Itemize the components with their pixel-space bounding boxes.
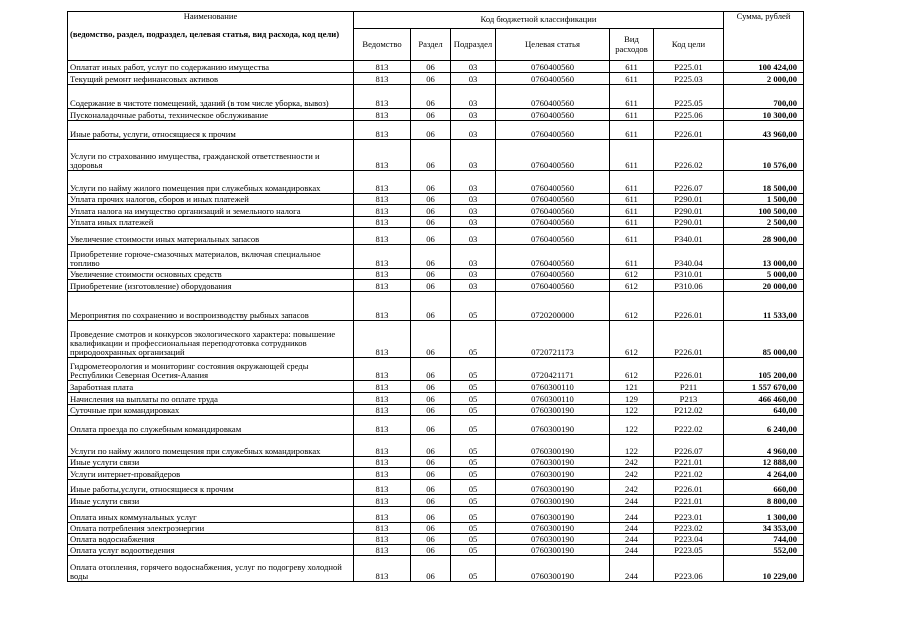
- cell-celevaya-statya: 0760300110: [496, 393, 610, 405]
- cell-vedomstvo: 813: [354, 556, 411, 582]
- cell-podrazdel: 05: [451, 292, 496, 321]
- table-row: [68, 321, 804, 358]
- cell-name: Уплата налога на имущество организаций и земельного налога: [68, 205, 354, 217]
- cell-vid-rashodov: 244: [610, 507, 654, 523]
- cell-celevaya-statya: 0720200000: [496, 292, 610, 321]
- cell-vid-rashodov: 611: [610, 85, 654, 109]
- cell-vid-rashodov: 611: [610, 140, 654, 171]
- table-row: [68, 61, 804, 73]
- cell-vid-rashodov: 611: [610, 73, 654, 85]
- cell-podrazdel: 03: [451, 140, 496, 171]
- cell-vid-rashodov: 122: [610, 435, 654, 457]
- cell-vedomstvo: 813: [354, 73, 411, 85]
- cell-sum: 660,00: [724, 480, 804, 495]
- cell-kod-celi: P221.01: [654, 457, 724, 468]
- cell-name: Услуги по найму жилого помещения при служебных командировках: [68, 171, 354, 194]
- cell-name: Уплата иных платежей: [68, 217, 354, 228]
- col-header-celevaya-statya: Целевая статья: [496, 29, 610, 61]
- cell-vedomstvo: 813: [354, 534, 411, 545]
- cell-kod-celi: P290.01: [654, 194, 724, 205]
- name-header: [68, 12, 354, 61]
- cell-razdel: 06: [411, 495, 451, 507]
- cell-sum: 700,00: [724, 85, 804, 109]
- table-row: [68, 468, 804, 480]
- cell-celevaya-statya: 0760300190: [496, 457, 610, 468]
- cell-name: Заработная плата: [68, 381, 354, 393]
- table-row: [68, 534, 804, 545]
- cell-razdel: 06: [411, 61, 451, 73]
- cell-celevaya-statya: 0760300190: [496, 468, 610, 480]
- table-row: [68, 393, 804, 405]
- cell-vid-rashodov: 611: [610, 109, 654, 121]
- cell-kod-celi: P225.03: [654, 73, 724, 85]
- cell-name: Услуги по страхованию имущества, гражданской ответственности и здоровья: [68, 140, 354, 171]
- cell-podrazdel: 05: [451, 468, 496, 480]
- cell-sum: 1 500,00: [724, 194, 804, 205]
- cell-vid-rashodov: 121: [610, 381, 654, 393]
- cell-vedomstvo: 813: [354, 205, 411, 217]
- cell-razdel: 06: [411, 381, 451, 393]
- cell-name: Увеличение стоимости иных материальных запасов: [68, 228, 354, 245]
- cell-celevaya-statya: 0760400560: [496, 61, 610, 73]
- cell-kod-celi: P310.01: [654, 269, 724, 280]
- cell-vedomstvo: 813: [354, 545, 411, 556]
- cell-vid-rashodov: 611: [610, 205, 654, 217]
- cell-kod-celi: P211: [654, 381, 724, 393]
- cell-sum: 6 240,00: [724, 416, 804, 435]
- cell-kod-celi: P223.02: [654, 523, 724, 534]
- cell-vedomstvo: 813: [354, 109, 411, 121]
- cell-razdel: 06: [411, 228, 451, 245]
- cell-kod-celi: P290.01: [654, 205, 724, 217]
- table-row: [68, 556, 804, 582]
- cell-kod-celi: P223.06: [654, 556, 724, 582]
- cell-vedomstvo: 813: [354, 217, 411, 228]
- cell-vid-rashodov: 612: [610, 292, 654, 321]
- cell-celevaya-statya: 0760400560: [496, 217, 610, 228]
- cell-celevaya-statya: 0760300110: [496, 381, 610, 393]
- cell-kod-celi: P223.04: [654, 534, 724, 545]
- col-header-vedomstvo: Ведомство: [354, 29, 411, 61]
- table-row: [68, 217, 804, 228]
- table-row: [68, 435, 804, 457]
- cell-celevaya-statya: 0760400560: [496, 280, 610, 292]
- cell-sum: 11 533,00: [724, 292, 804, 321]
- cell-vedomstvo: 813: [354, 292, 411, 321]
- cell-sum: 12 888,00: [724, 457, 804, 468]
- cell-name: Оплатат иных работ, услуг по содержанию имущества: [68, 61, 354, 73]
- cell-kod-celi: P225.06: [654, 109, 724, 121]
- cell-sum: 1 300,00: [724, 507, 804, 523]
- cell-celevaya-statya: 0760400560: [496, 245, 610, 269]
- cell-sum: 10 300,00: [724, 109, 804, 121]
- cell-kod-celi: P225.01: [654, 61, 724, 73]
- cell-podrazdel: 03: [451, 73, 496, 85]
- cell-vid-rashodov: 122: [610, 405, 654, 416]
- cell-name: Оплата потребления электроэнергии: [68, 523, 354, 534]
- cell-podrazdel: 03: [451, 269, 496, 280]
- cell-celevaya-statya: 0760300190: [496, 416, 610, 435]
- cell-razdel: 06: [411, 416, 451, 435]
- cell-name: Оплата проезда по служебным командировкам: [68, 416, 354, 435]
- table-row: [68, 85, 804, 109]
- name-header-note: (ведомство, раздел, подраздел, целевая статья, вид расхода, код цели): [70, 29, 340, 40]
- cell-name: Иные услуги связи: [68, 495, 354, 507]
- cell-sum: 552,00: [724, 545, 804, 556]
- cell-podrazdel: 05: [451, 405, 496, 416]
- cell-razdel: 06: [411, 534, 451, 545]
- cell-kod-celi: P310.06: [654, 280, 724, 292]
- cell-podrazdel: 05: [451, 523, 496, 534]
- cell-podrazdel: 03: [451, 171, 496, 194]
- cell-podrazdel: 05: [451, 321, 496, 358]
- table-row: [68, 545, 804, 556]
- cell-razdel: 06: [411, 468, 451, 480]
- cell-kod-celi: P213: [654, 393, 724, 405]
- cell-celevaya-statya: 0760300190: [496, 405, 610, 416]
- cell-vedomstvo: 813: [354, 280, 411, 292]
- cell-kod-celi: P290.01: [654, 217, 724, 228]
- cell-kod-celi: P226.07: [654, 171, 724, 194]
- cell-podrazdel: 05: [451, 507, 496, 523]
- cell-razdel: 06: [411, 405, 451, 416]
- cell-sum: 640,00: [724, 405, 804, 416]
- cell-vid-rashodov: 611: [610, 217, 654, 228]
- cell-name: Оплата отопления, горячего водоснабжения, услуг по подогреву холодной воды: [68, 556, 354, 582]
- cell-name: Иные услуги связи: [68, 457, 354, 468]
- cell-kod-celi: P340.04: [654, 245, 724, 269]
- sum-header: Сумма, рублей: [724, 12, 804, 61]
- cell-name: Оплата услуг водоотведения: [68, 545, 354, 556]
- cell-vedomstvo: 813: [354, 435, 411, 457]
- cell-razdel: 06: [411, 205, 451, 217]
- cell-razdel: 06: [411, 140, 451, 171]
- cell-kod-celi: P226.01: [654, 321, 724, 358]
- cell-podrazdel: 05: [451, 480, 496, 495]
- cell-vid-rashodov: 611: [610, 121, 654, 140]
- cell-celevaya-statya: 0760300190: [496, 556, 610, 582]
- cell-kod-celi: P340.01: [654, 228, 724, 245]
- cell-vid-rashodov: 612: [610, 269, 654, 280]
- cell-razdel: 06: [411, 194, 451, 205]
- cell-sum: 744,00: [724, 534, 804, 545]
- cell-celevaya-statya: 0760400560: [496, 73, 610, 85]
- table-body: [68, 61, 804, 582]
- cell-razdel: 06: [411, 171, 451, 194]
- cell-celevaya-statya: 0760300190: [496, 495, 610, 507]
- table-row: [68, 280, 804, 292]
- cell-vedomstvo: 813: [354, 381, 411, 393]
- cell-celevaya-statya: 0760400560: [496, 85, 610, 109]
- cell-name: Оплата иных коммунальных услуг: [68, 507, 354, 523]
- table-row: [68, 480, 804, 495]
- cell-name: Мероприятия по сохранению и воспроизводству рыбных запасов: [68, 292, 354, 321]
- cell-kod-celi: P226.01: [654, 292, 724, 321]
- table-row: [68, 405, 804, 416]
- cell-celevaya-statya: 0760400560: [496, 171, 610, 194]
- col-header-kod-celi: Код цели: [654, 29, 724, 61]
- cell-razdel: 06: [411, 321, 451, 358]
- cell-razdel: 06: [411, 523, 451, 534]
- table-row: [68, 292, 804, 321]
- table-row: [68, 269, 804, 280]
- table-row: [68, 523, 804, 534]
- cell-celevaya-statya: 0760300190: [496, 480, 610, 495]
- cell-sum: 10 576,00: [724, 140, 804, 171]
- cell-razdel: 06: [411, 393, 451, 405]
- cell-vid-rashodov: 244: [610, 545, 654, 556]
- cell-podrazdel: 03: [451, 109, 496, 121]
- cell-name: Содержание в чистоте помещений, зданий (в том числе уборка, вывоз): [68, 85, 354, 109]
- cell-vid-rashodov: 244: [610, 495, 654, 507]
- cell-podrazdel: 03: [451, 245, 496, 269]
- cell-razdel: 06: [411, 545, 451, 556]
- cell-razdel: 06: [411, 245, 451, 269]
- cell-vedomstvo: 813: [354, 405, 411, 416]
- table-row: [68, 507, 804, 523]
- cell-vid-rashodov: 129: [610, 393, 654, 405]
- table-row: [68, 228, 804, 245]
- cell-vid-rashodov: 611: [610, 228, 654, 245]
- cell-sum: 8 800,00: [724, 495, 804, 507]
- cell-sum: 4 264,00: [724, 468, 804, 480]
- cell-vid-rashodov: 244: [610, 523, 654, 534]
- cell-name: Суточные при командировках: [68, 405, 354, 416]
- cell-vedomstvo: 813: [354, 228, 411, 245]
- cell-podrazdel: 03: [451, 228, 496, 245]
- table-row: [68, 73, 804, 85]
- cell-vedomstvo: 813: [354, 321, 411, 358]
- cell-vedomstvo: 813: [354, 171, 411, 194]
- cell-podrazdel: 03: [451, 205, 496, 217]
- cell-razdel: 06: [411, 435, 451, 457]
- cell-razdel: 06: [411, 556, 451, 582]
- cell-podrazdel: 05: [451, 495, 496, 507]
- cell-razdel: 06: [411, 85, 451, 109]
- table-row: [68, 457, 804, 468]
- cell-podrazdel: 03: [451, 61, 496, 73]
- cell-vid-rashodov: 611: [610, 245, 654, 269]
- cell-name: Услуги по найму жилого помещения при служебных командировках: [68, 435, 354, 457]
- cell-vedomstvo: 813: [354, 140, 411, 171]
- cell-celevaya-statya: 0760400560: [496, 269, 610, 280]
- cell-vid-rashodov: 242: [610, 457, 654, 468]
- cell-kod-celi: P226.01: [654, 480, 724, 495]
- cell-sum: 20 000,00: [724, 280, 804, 292]
- cell-sum: 1 557 670,00: [724, 381, 804, 393]
- cell-kod-celi: P223.01: [654, 507, 724, 523]
- cell-kod-celi: P221.01: [654, 495, 724, 507]
- cell-razdel: 06: [411, 358, 451, 381]
- cell-kod-celi: P225.05: [654, 85, 724, 109]
- cell-vid-rashodov: 612: [610, 321, 654, 358]
- cell-vedomstvo: 813: [354, 245, 411, 269]
- cell-razdel: 06: [411, 269, 451, 280]
- cell-kod-celi: P221.02: [654, 468, 724, 480]
- cell-vedomstvo: 813: [354, 468, 411, 480]
- cell-sum: 43 960,00: [724, 121, 804, 140]
- col-header-podrazdel: Подраздел: [451, 29, 496, 61]
- cell-kod-celi: P222.02: [654, 416, 724, 435]
- cell-celevaya-statya: 0760300190: [496, 507, 610, 523]
- cell-celevaya-statya: 0760400560: [496, 109, 610, 121]
- cell-sum: 18 500,00: [724, 171, 804, 194]
- cell-sum: 10 229,00: [724, 556, 804, 582]
- cell-vedomstvo: 813: [354, 507, 411, 523]
- cell-podrazdel: 05: [451, 381, 496, 393]
- cell-celevaya-statya: 0720421171: [496, 358, 610, 381]
- cell-podrazdel: 03: [451, 217, 496, 228]
- cell-celevaya-statya: 0720721173: [496, 321, 610, 358]
- cell-name: Начисления на выплаты по оплате труда: [68, 393, 354, 405]
- cell-vedomstvo: 813: [354, 61, 411, 73]
- cell-razdel: 06: [411, 73, 451, 85]
- cell-name: Иные работы, услуги, относящиеся к прочим: [68, 121, 354, 140]
- cell-vedomstvo: 813: [354, 480, 411, 495]
- cell-podrazdel: 03: [451, 280, 496, 292]
- cell-podrazdel: 05: [451, 358, 496, 381]
- cell-kod-celi: P226.07: [654, 435, 724, 457]
- cell-kod-celi: P226.02: [654, 140, 724, 171]
- budget-table: [67, 11, 804, 582]
- cell-podrazdel: 03: [451, 121, 496, 140]
- cell-name: Проведение смотров и конкурсов экологического характера: повышение квалификации и профессиональная переподготовка сотрудников природоохранных организаций: [68, 321, 354, 358]
- cell-celevaya-statya: 0760400560: [496, 121, 610, 140]
- cell-name: Оплата водоснабжения: [68, 534, 354, 545]
- cell-razdel: 06: [411, 457, 451, 468]
- cell-sum: 4 960,00: [724, 435, 804, 457]
- cell-sum: 13 000,00: [724, 245, 804, 269]
- cell-celevaya-statya: 0760400560: [496, 194, 610, 205]
- cell-vedomstvo: 813: [354, 393, 411, 405]
- cell-podrazdel: 05: [451, 435, 496, 457]
- cell-celevaya-statya: 0760300190: [496, 534, 610, 545]
- table-row: [68, 140, 804, 171]
- cell-kod-celi: P212.02: [654, 405, 724, 416]
- cell-podrazdel: 05: [451, 556, 496, 582]
- cell-name: Иные работы,услуги, относящиеся к прочим: [68, 480, 354, 495]
- cell-sum: 466 460,00: [724, 393, 804, 405]
- cell-sum: 28 900,00: [724, 228, 804, 245]
- cell-name: Приобретение горюче-смазочных материалов, включая специальное топливо: [68, 245, 354, 269]
- cell-vedomstvo: 813: [354, 523, 411, 534]
- cell-vedomstvo: 813: [354, 121, 411, 140]
- cell-sum: 105 200,00: [724, 358, 804, 381]
- cell-razdel: 06: [411, 292, 451, 321]
- col-header-razdel: Раздел: [411, 29, 451, 61]
- cell-vedomstvo: 813: [354, 269, 411, 280]
- code-header: Код бюджетной классификации: [354, 12, 724, 29]
- cell-celevaya-statya: 0760300190: [496, 545, 610, 556]
- table-row: [68, 194, 804, 205]
- table-row: [68, 358, 804, 381]
- cell-razdel: 06: [411, 280, 451, 292]
- cell-vedomstvo: 813: [354, 194, 411, 205]
- table-row: [68, 205, 804, 217]
- cell-podrazdel: 05: [451, 393, 496, 405]
- table-row: [68, 416, 804, 435]
- cell-sum: 2 500,00: [724, 217, 804, 228]
- table-row: [68, 121, 804, 140]
- cell-podrazdel: 05: [451, 534, 496, 545]
- cell-celevaya-statya: 0760400560: [496, 205, 610, 217]
- cell-vid-rashodov: 242: [610, 468, 654, 480]
- table-row: [68, 245, 804, 269]
- cell-sum: 85 000,00: [724, 321, 804, 358]
- cell-celevaya-statya: 0760300190: [496, 523, 610, 534]
- cell-kod-celi: P226.01: [654, 121, 724, 140]
- cell-razdel: 06: [411, 109, 451, 121]
- cell-celevaya-statya: 0760300190: [496, 435, 610, 457]
- cell-name: Уплата прочих налогов, сборов и иных платежей: [68, 194, 354, 205]
- cell-razdel: 06: [411, 480, 451, 495]
- cell-celevaya-statya: 0760400560: [496, 140, 610, 171]
- cell-sum: 2 000,00: [724, 73, 804, 85]
- cell-sum: 5 000,00: [724, 269, 804, 280]
- cell-vedomstvo: 813: [354, 457, 411, 468]
- cell-vedomstvo: 813: [354, 85, 411, 109]
- cell-podrazdel: 05: [451, 457, 496, 468]
- cell-podrazdel: 05: [451, 545, 496, 556]
- table-row: [68, 171, 804, 194]
- cell-vid-rashodov: 612: [610, 358, 654, 381]
- cell-vid-rashodov: 244: [610, 534, 654, 545]
- cell-vedomstvo: 813: [354, 495, 411, 507]
- table-row: [68, 381, 804, 393]
- cell-name: Приобретение (изготовление) оборудования: [68, 280, 354, 292]
- cell-podrazdel: 05: [451, 416, 496, 435]
- cell-vid-rashodov: 122: [610, 416, 654, 435]
- cell-sum: 100 500,00: [724, 205, 804, 217]
- cell-razdel: 06: [411, 507, 451, 523]
- cell-vid-rashodov: 611: [610, 194, 654, 205]
- cell-razdel: 06: [411, 121, 451, 140]
- cell-vid-rashodov: 611: [610, 171, 654, 194]
- cell-vedomstvo: 813: [354, 416, 411, 435]
- table-row: [68, 109, 804, 121]
- cell-name: Услуги интернет-провайдеров: [68, 468, 354, 480]
- cell-razdel: 06: [411, 217, 451, 228]
- cell-kod-celi: P223.05: [654, 545, 724, 556]
- cell-podrazdel: 03: [451, 85, 496, 109]
- name-header-title: Наименование: [183, 11, 238, 21]
- cell-name: Гидрометеорология и мониторинг состояния окружающей среды Республики Северная Осетия-Алания: [68, 358, 354, 381]
- cell-sum: 100 424,00: [724, 61, 804, 73]
- cell-celevaya-statya: 0760400560: [496, 228, 610, 245]
- cell-vid-rashodov: 244: [610, 556, 654, 582]
- col-header-vid-rashodov: Вид расходов: [610, 29, 654, 61]
- cell-kod-celi: P226.01: [654, 358, 724, 381]
- cell-podrazdel: 03: [451, 194, 496, 205]
- cell-sum: 34 353,00: [724, 523, 804, 534]
- table-row: [68, 495, 804, 507]
- cell-vid-rashodov: 612: [610, 280, 654, 292]
- cell-vedomstvo: 813: [354, 358, 411, 381]
- cell-name: Текущий ремонт нефинансовых активов: [68, 73, 354, 85]
- cell-vid-rashodov: 611: [610, 61, 654, 73]
- cell-vid-rashodov: 242: [610, 480, 654, 495]
- cell-name: Пусконаладочные работы, техническое обслуживание: [68, 109, 354, 121]
- cell-name: Увеличение стоимости основных средств: [68, 269, 354, 280]
